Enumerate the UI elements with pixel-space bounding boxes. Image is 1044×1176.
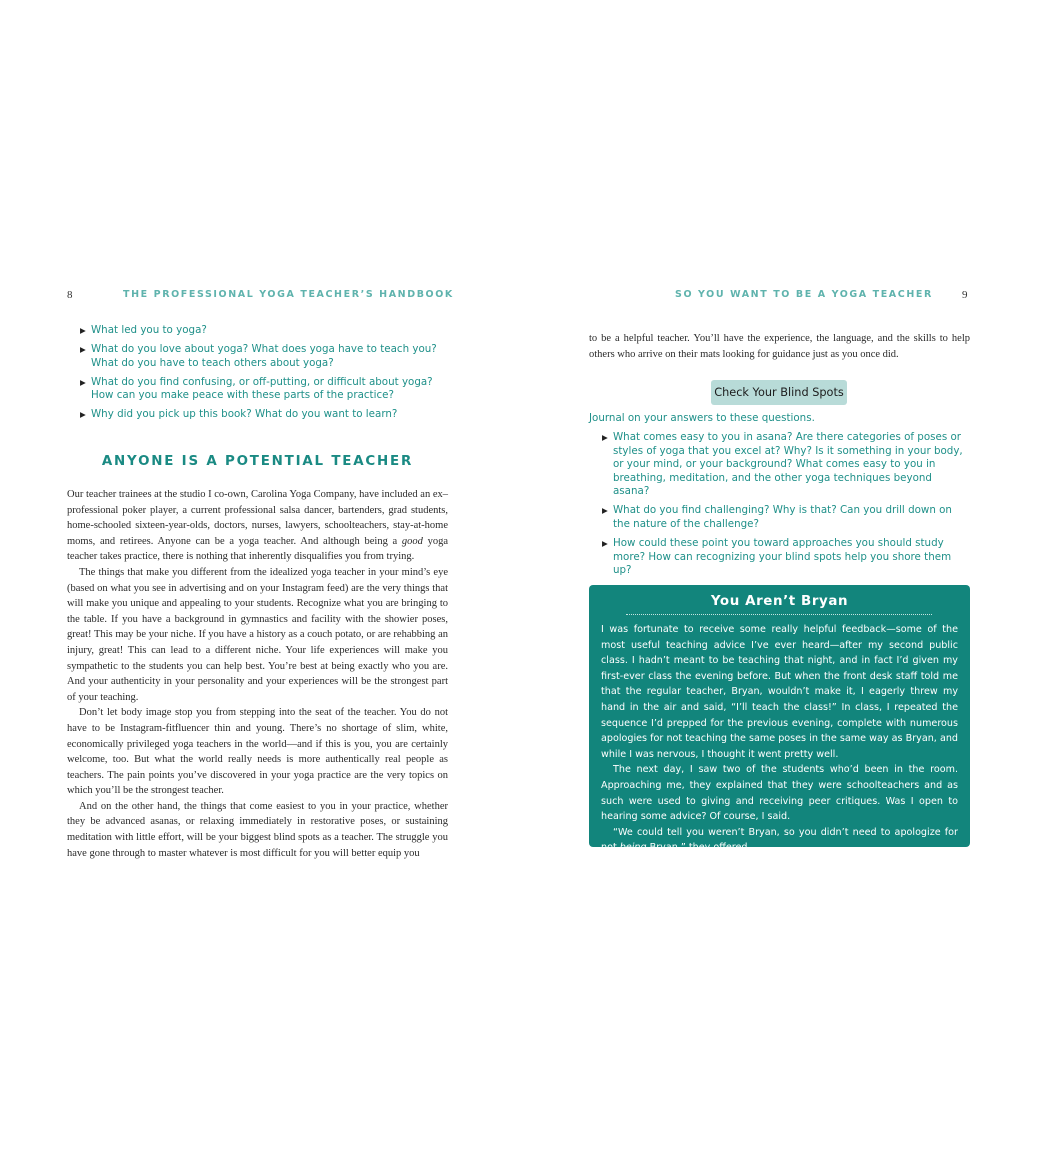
triangle-bullet-icon: ▶	[80, 410, 86, 420]
list-item: ▶ What do you find confusing, or off-putting, or difficult about yoga? How can you make peace with these parts of the practice?	[80, 375, 433, 402]
paragraph: And on the other hand, the things that come easiest to you in your practice, whether they be advanced asanas, or relaxing immediately in restorative poses, or sustaining meditation with little effort, will be your biggest blind spots as a teacher. The struggle you have gone through to master whatever is most difficult for you will better equip you	[67, 800, 448, 859]
paragraph: “We could tell you weren’t Bryan, so you didn’t need to apologize for not being Bryan,” they offered.	[601, 826, 958, 854]
triangle-bullet-icon: ▶	[80, 326, 86, 335]
triangle-bullet-icon: ▶	[80, 377, 86, 387]
dotted-divider	[626, 614, 932, 615]
list-item: ▶ What do you find challenging? Why is that? Can you drill down on the nature of the challenge?	[602, 504, 952, 531]
section-label: Check Your Blind Spots	[711, 380, 847, 405]
paragraph: The things that make you different from the idealized yoga teacher in your mind’s eye (based on what you see in advertising and on your Instagram feed) are the very things that will make you unique and appealing to your students. Recognize what you are bringing to the table. If you have a background in gymnastics and facility with the showier poses, great! This may be your niche. If you have a history as a couch potato, or are rehabbing an injury, great! This can lead to a different niche. Your life experiences will make you sympathetic to the students you can help best. You’re best at being exactly who you are. And your authenticity in your personality and your experiences will be the strongest part of your teaching.	[67, 566, 448, 703]
paragraph: to be a helpful teacher. You’ll have the experience, the language, and the skills to help others who arrive on their mats looking for guidance just as you once did.	[589, 333, 970, 360]
triangle-bullet-icon: ▶	[602, 539, 608, 549]
journal-prompt: Journal on your answers to these questions.	[589, 412, 815, 424]
sidebar-body	[601, 622, 958, 856]
list-item: ▶ What do you love about yoga? What does yoga have to teach you? What do you have to teach others about yoga?	[80, 343, 437, 369]
list-item: ▶ What led you to yoga?	[80, 324, 207, 336]
question-list	[67, 324, 452, 428]
paragraph: Our teacher trainees at the studio I co-own, Carolina Yoga Company, have included an ex–professional poker player, a current professional salsa dancer, bartenders, grad students, home-schooled sixteen-year-olds, doctors, nurses, lawyers, schoolteachers, stay-at-home moms, and retirees. Anyone can be a yoga teacher. And although being a good yoga teacher takes practice, there is nothing that inherently disqualifies you from trying.	[67, 489, 449, 563]
question-list	[589, 431, 970, 583]
list-item: ▶ Why did you pick up this book? What do you want to learn?	[80, 408, 398, 421]
section-heading: ANYONE IS A POTENTIAL TEACHER	[101, 454, 414, 469]
triangle-bullet-icon: ▶	[80, 345, 86, 355]
body-text	[67, 487, 448, 861]
paragraph: I was fortunate to receive some really helpful feedback—some of the most useful teaching advice I’ve ever heard—after my second public class. I hadn’t meant to be teaching that night, and in fact I’d given my first-ever class the evening before. But when the front desk staff told me that the regular teacher, Bryan, wouldn’t make it, I eagerly threw my hand in the air and said, “I’ll teach the class!” In class, I repeated the sequence I’d prepped for the previous evening, complete with numerous apologies for not teaching the same poses in the same way as Bryan, and while I was nervous, I thought it went pretty well.	[601, 624, 958, 760]
page-number: 8	[67, 289, 73, 301]
paragraph: The next day, I saw two of the students who’d been in the room. Approaching me, they explained that they were schoolteachers and as such were used to giving and receiving peer critiques. Was I open to hearing some advice? Of course, I said.	[601, 764, 958, 823]
triangle-bullet-icon: ▶	[602, 506, 608, 516]
running-head: THE PROFESSIONAL YOGA TEACHER’S HANDBOOK	[123, 289, 454, 300]
triangle-bullet-icon: ▶	[602, 433, 608, 442]
list-item: ▶ How could these point you toward approaches you should study more? How can recognizing your blind spots help you shore them up?	[602, 537, 952, 577]
body-text	[589, 331, 970, 362]
sidebar-title: You Aren’t Bryan	[710, 594, 849, 609]
sidebar-box	[589, 585, 970, 854]
page-number: 9	[962, 289, 968, 301]
running-head: SO YOU WANT TO BE A YOGA TEACHER	[675, 289, 933, 300]
list-item: ▶ What comes easy to you in asana? Are there categories of poses or styles of yoga that you excel at? Why? Is it something in your body, or your mind, or your background? What comes easy to you in breathing, meditation, and the other yoga techniques beyond asana?	[602, 431, 963, 498]
paragraph: Don’t let body image stop you from stepping into the seat of the teacher. You do not have to be Instagram-fitfluencer thin and young. There’s no shortage of slim, white, economically privileged yoga teachers in the world—and if this is you, you are certainly welcome, too. But what the world really needs is more authentically real people as teachers. The pain points you’ve discovered in your yoga practice are the very topics on which you’ll be the strongest teacher.	[67, 707, 448, 797]
